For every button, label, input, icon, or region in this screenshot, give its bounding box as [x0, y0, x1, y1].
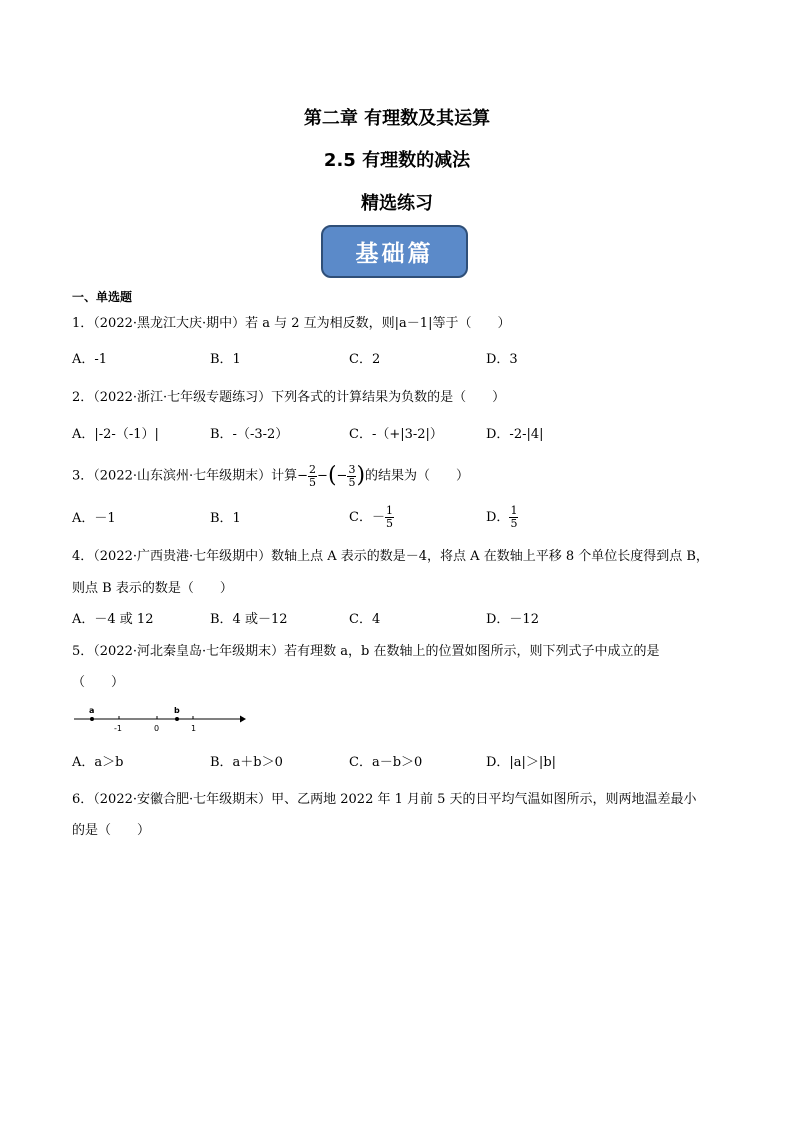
q5-option-a: A．a＞b [72, 755, 124, 770]
q3-fraction-a [308, 464, 317, 489]
q3-frac-b-num: 3 [348, 462, 356, 476]
question-1-stem: 1．（2022·黑龙江大庆·期中）若 a 与 2 互为相反数，则|a－1|等于（ ） [72, 316, 511, 331]
q4-option-d: D．－12 [486, 612, 539, 627]
level-badge: 基础篇 [321, 225, 468, 278]
point-a [90, 717, 94, 721]
q5-option-c: C．a－b＞0 [349, 755, 423, 770]
q3-frac-b-sign: − [336, 468, 348, 484]
subtitle: 精选练习 [361, 193, 433, 214]
q5-option-d: D．|a|＞|b| [486, 755, 557, 770]
q2-option-c: C．-（+|3-2|） [349, 427, 443, 442]
question-5-stem-line1: 5．（2022·河北秦皇岛·七年级期末）若有理数 a，b 在数轴上的位置如图所示，则下列式子中成立的是 [72, 644, 660, 659]
chapter-title: 第二章 有理数及其运算 [303, 108, 491, 129]
q3-option-c-den: 5 [385, 517, 393, 530]
q3-option-c [349, 503, 394, 533]
question-4-stem-line2: 则点 B 表示的数是（ ） [72, 581, 233, 596]
question-5-stem-line2: （ ） [72, 675, 125, 690]
question-4-stem-line1: 4．（2022·广西贵港·七年级期中）数轴上点 A 表示的数是－4，将点 A 在数轴上平移 8 个单位长度得到点 B， [72, 549, 709, 564]
q2-option-d: D．-2-|4| [486, 427, 544, 442]
q1-option-a: A．-1 [72, 352, 108, 367]
point-b [175, 717, 179, 721]
label-1: 1 [191, 724, 197, 733]
q3-frac-a-den: 5 [309, 475, 317, 489]
q1-option-c: C．2 [349, 352, 381, 367]
q3-stem-prefix: 3．（2022·山东滨州·七年级期末）计算 [72, 468, 298, 484]
question-2-stem: 2．（2022·浙江·七年级专题练习）下列各式的计算结果为负数的是（ ） [72, 390, 506, 405]
label-0: 0 [154, 724, 160, 733]
q3-frac-b-den: 5 [348, 475, 356, 489]
q1-option-d: D．3 [486, 352, 518, 367]
q4-option-a: A．－4 或 12 [72, 612, 154, 627]
q3-option-d-label: D． [486, 510, 510, 525]
number-line-figure [72, 703, 247, 735]
label-b: b [174, 706, 180, 715]
q3-frac-a-sign: − [297, 468, 309, 484]
q3-option-c-label: C．－ [349, 510, 385, 525]
q4-option-c: C．4 [349, 612, 381, 627]
q3-option-c-num: 1 [385, 504, 393, 517]
section-title: 2.5 有理数的减法 [323, 150, 471, 171]
number-line-arrow [240, 716, 246, 723]
q3-option-d-den: 5 [510, 517, 518, 530]
q3-option-d-fraction [509, 505, 518, 530]
q3-option-a: A．－1 [72, 511, 116, 526]
q3-frac-a-num: 2 [309, 462, 317, 476]
q3-option-b: B．1 [210, 511, 241, 526]
q2-option-b: B．-（-3-2） [210, 427, 289, 442]
question-3-stem: 3．（2022·山东滨州·七年级期末）计算− $\frac{2}{5}$ −(− $\frac{3}{5}$ )的结果为（ ） [72, 462, 470, 489]
q3-option-c-fraction [385, 505, 394, 530]
question-6-stem-line1: 6．（2022·安徽合肥·七年级期末）甲、乙两地 2022 年 1 月前 5 天的日平均气温如图所示，则两地温差最小 [72, 792, 697, 807]
q4-option-b: B．4 或－12 [210, 612, 288, 627]
q3-stem-suffix: 的结果为（ ） [365, 468, 470, 484]
label-a: a [89, 706, 95, 715]
q5-option-b: B．a＋b＞0 [210, 755, 283, 770]
q1-option-b: B．1 [210, 352, 241, 367]
section-heading: 一、单选题 [72, 290, 133, 304]
q2-option-a: A．|-2-（-1）| [72, 427, 159, 442]
question-6-stem-line2: 的是（ ） [72, 823, 151, 838]
q3-option-d-num: 1 [510, 504, 518, 517]
label-neg1: -1 [114, 724, 122, 733]
q3-option-d [486, 503, 518, 533]
q3-minus: − [317, 468, 328, 484]
